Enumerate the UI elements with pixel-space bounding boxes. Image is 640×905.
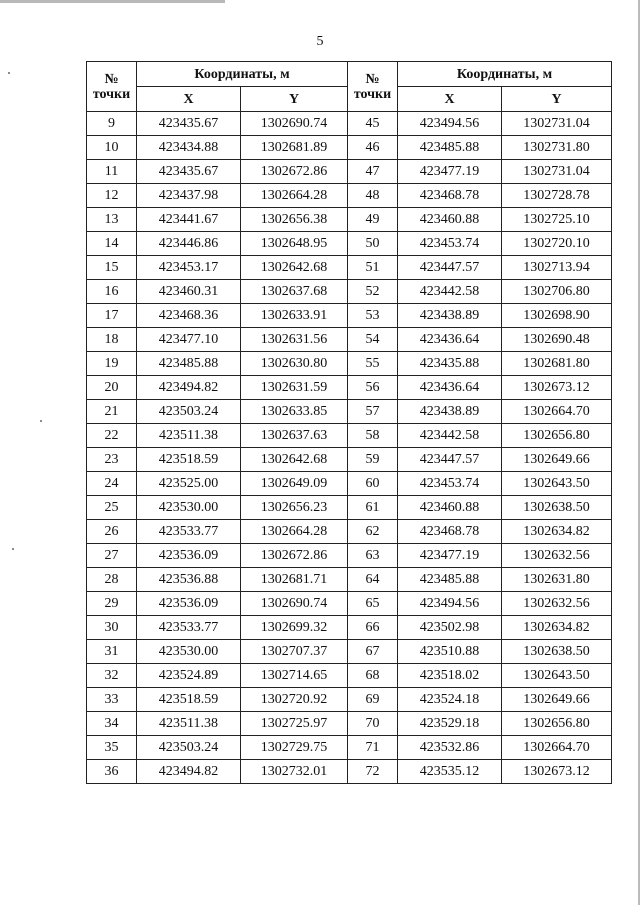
point-number-left: 21 — [87, 400, 137, 424]
point-number-left: 30 — [87, 616, 137, 640]
point-number-right: 71 — [348, 736, 398, 760]
coord-x-right: 423435.88 — [398, 352, 502, 376]
table-row — [87, 496, 612, 520]
coord-x-left: 423511.38 — [137, 424, 241, 448]
table-row — [87, 184, 612, 208]
coord-y-right: 1302731.04 — [502, 112, 612, 136]
point-number-right: 48 — [348, 184, 398, 208]
number-sign: № — [365, 71, 380, 87]
point-number-left: 23 — [87, 448, 137, 472]
coord-x-left: 423503.24 — [137, 400, 241, 424]
table-row — [87, 760, 612, 784]
point-number-right: 56 — [348, 376, 398, 400]
coord-x-right: 423436.64 — [398, 328, 502, 352]
coord-x-right: 423494.56 — [398, 592, 502, 616]
point-number-right: 50 — [348, 232, 398, 256]
point-label: точки — [353, 86, 392, 102]
coord-x-left: 423511.38 — [137, 712, 241, 736]
coord-y-left: 1302729.75 — [241, 736, 348, 760]
point-label: точки — [92, 86, 131, 102]
point-number-left: 36 — [87, 760, 137, 784]
table-row — [87, 448, 612, 472]
point-number-right: 60 — [348, 472, 398, 496]
point-number-left: 34 — [87, 712, 137, 736]
coord-y-right: 1302643.50 — [502, 472, 612, 496]
coord-x-right: 423494.56 — [398, 112, 502, 136]
table-row — [87, 136, 612, 160]
coord-y-left: 1302631.59 — [241, 376, 348, 400]
coord-x-left: 423518.59 — [137, 688, 241, 712]
coord-y-right: 1302634.82 — [502, 520, 612, 544]
coord-y-right: 1302664.70 — [502, 400, 612, 424]
table-row — [87, 424, 612, 448]
coordinates-header-right: Координаты, м — [398, 62, 612, 87]
coord-y-right: 1302728.78 — [502, 184, 612, 208]
point-number-right: 46 — [348, 136, 398, 160]
coord-x-right: 423447.57 — [398, 448, 502, 472]
scan-speck — [12, 548, 14, 550]
point-number-left: 18 — [87, 328, 137, 352]
coord-y-left: 1302672.86 — [241, 544, 348, 568]
table-row — [87, 280, 612, 304]
coord-y-right: 1302698.90 — [502, 304, 612, 328]
table-row — [87, 400, 612, 424]
coord-y-right: 1302656.80 — [502, 424, 612, 448]
x-header-left: X — [137, 87, 241, 112]
point-number-left: 16 — [87, 280, 137, 304]
coord-y-right: 1302681.80 — [502, 352, 612, 376]
point-number-right: 45 — [348, 112, 398, 136]
coord-x-left: 423446.86 — [137, 232, 241, 256]
coord-y-left: 1302630.80 — [241, 352, 348, 376]
y-header-left: Y — [241, 87, 348, 112]
coord-x-right: 423485.88 — [398, 136, 502, 160]
coord-x-right: 423438.89 — [398, 400, 502, 424]
coord-y-left: 1302725.97 — [241, 712, 348, 736]
coord-y-left: 1302656.38 — [241, 208, 348, 232]
coord-x-right: 423524.18 — [398, 688, 502, 712]
coord-x-left: 423477.10 — [137, 328, 241, 352]
point-number-left: 22 — [87, 424, 137, 448]
point-number-left: 35 — [87, 736, 137, 760]
coord-x-left: 423533.77 — [137, 520, 241, 544]
coord-x-left: 423441.67 — [137, 208, 241, 232]
coord-x-left: 423536.09 — [137, 544, 241, 568]
coord-y-right: 1302690.48 — [502, 328, 612, 352]
coord-x-right: 423502.98 — [398, 616, 502, 640]
coord-x-right: 423468.78 — [398, 520, 502, 544]
x-header-right: X — [398, 87, 502, 112]
table-row — [87, 208, 612, 232]
point-number-left: 28 — [87, 568, 137, 592]
coord-y-left: 1302637.63 — [241, 424, 348, 448]
point-number-left: 29 — [87, 592, 137, 616]
table-row — [87, 616, 612, 640]
coord-x-left: 423437.98 — [137, 184, 241, 208]
coord-y-right: 1302649.66 — [502, 448, 612, 472]
coord-y-right: 1302634.82 — [502, 616, 612, 640]
coord-y-left: 1302648.95 — [241, 232, 348, 256]
coord-x-left: 423530.00 — [137, 640, 241, 664]
table-row — [87, 232, 612, 256]
scan-speck — [40, 420, 42, 422]
coord-y-left: 1302720.92 — [241, 688, 348, 712]
point-number-left: 12 — [87, 184, 137, 208]
coord-x-right: 423460.88 — [398, 208, 502, 232]
coord-y-right: 1302731.04 — [502, 160, 612, 184]
point-number-left: 24 — [87, 472, 137, 496]
coord-x-right: 423442.58 — [398, 280, 502, 304]
point-number-right: 53 — [348, 304, 398, 328]
point-number-right: 58 — [348, 424, 398, 448]
point-number-left: 14 — [87, 232, 137, 256]
coord-x-left: 423434.88 — [137, 136, 241, 160]
coord-y-right: 1302656.80 — [502, 712, 612, 736]
point-number-left: 15 — [87, 256, 137, 280]
point-number-right: 67 — [348, 640, 398, 664]
table-row — [87, 256, 612, 280]
point-number-right: 49 — [348, 208, 398, 232]
coord-y-left: 1302649.09 — [241, 472, 348, 496]
coord-x-right: 423453.74 — [398, 472, 502, 496]
coord-x-right: 423529.18 — [398, 712, 502, 736]
coord-x-left: 423453.17 — [137, 256, 241, 280]
point-number-right: 70 — [348, 712, 398, 736]
coord-x-left: 423536.88 — [137, 568, 241, 592]
table-row — [87, 328, 612, 352]
point-number-left: 19 — [87, 352, 137, 376]
table-row — [87, 160, 612, 184]
coord-y-left: 1302690.74 — [241, 592, 348, 616]
table-row — [87, 712, 612, 736]
coord-y-right: 1302649.66 — [502, 688, 612, 712]
coordinates-header-left: Координаты, м — [137, 62, 348, 87]
coord-y-left: 1302637.68 — [241, 280, 348, 304]
coord-y-left: 1302699.32 — [241, 616, 348, 640]
coord-x-right: 423477.19 — [398, 160, 502, 184]
point-number-right: 51 — [348, 256, 398, 280]
coord-y-right: 1302725.10 — [502, 208, 612, 232]
coord-x-right: 423442.58 — [398, 424, 502, 448]
coord-y-right: 1302632.56 — [502, 592, 612, 616]
coord-y-right: 1302638.50 — [502, 640, 612, 664]
table-row — [87, 640, 612, 664]
coord-x-right: 423438.89 — [398, 304, 502, 328]
coord-x-left: 423533.77 — [137, 616, 241, 640]
table-row — [87, 376, 612, 400]
point-number-right: 72 — [348, 760, 398, 784]
point-number-left: 26 — [87, 520, 137, 544]
y-header-right: Y — [502, 87, 612, 112]
coord-y-right: 1302638.50 — [502, 496, 612, 520]
coordinates-table — [86, 61, 612, 784]
coord-y-right: 1302673.12 — [502, 760, 612, 784]
point-number-left: 20 — [87, 376, 137, 400]
number-sign: № — [104, 71, 119, 87]
coord-y-right: 1302713.94 — [502, 256, 612, 280]
coord-x-left: 423503.24 — [137, 736, 241, 760]
coord-x-left: 423435.67 — [137, 112, 241, 136]
coord-x-right: 423510.88 — [398, 640, 502, 664]
point-number-right: 69 — [348, 688, 398, 712]
scan-edge-top — [0, 0, 640, 3]
point-number-left: 32 — [87, 664, 137, 688]
coord-x-right: 423436.64 — [398, 376, 502, 400]
point-number-right: 55 — [348, 352, 398, 376]
point-number-left: 31 — [87, 640, 137, 664]
coord-y-left: 1302732.01 — [241, 760, 348, 784]
table-header-row — [87, 62, 612, 87]
coord-y-left: 1302664.28 — [241, 520, 348, 544]
coord-y-left: 1302633.91 — [241, 304, 348, 328]
coord-y-left: 1302664.28 — [241, 184, 348, 208]
coord-y-left: 1302690.74 — [241, 112, 348, 136]
table-row — [87, 544, 612, 568]
coord-x-right: 423477.19 — [398, 544, 502, 568]
point-number-left: 33 — [87, 688, 137, 712]
coord-y-right: 1302720.10 — [502, 232, 612, 256]
coord-y-right: 1302673.12 — [502, 376, 612, 400]
coord-x-left: 423536.09 — [137, 592, 241, 616]
coord-y-left: 1302681.71 — [241, 568, 348, 592]
coord-y-left: 1302631.56 — [241, 328, 348, 352]
point-number-right: 57 — [348, 400, 398, 424]
point-number-right: 61 — [348, 496, 398, 520]
point-number-left: 25 — [87, 496, 137, 520]
table-row — [87, 304, 612, 328]
coord-x-left: 423525.00 — [137, 472, 241, 496]
coord-y-left: 1302642.68 — [241, 256, 348, 280]
table-row — [87, 352, 612, 376]
table-row — [87, 472, 612, 496]
coord-x-left: 423494.82 — [137, 760, 241, 784]
point-number-left: 11 — [87, 160, 137, 184]
table-row — [87, 688, 612, 712]
coord-x-left: 423524.89 — [137, 664, 241, 688]
coord-y-left: 1302681.89 — [241, 136, 348, 160]
table-row — [87, 664, 612, 688]
table-row — [87, 736, 612, 760]
point-number-left: 9 — [87, 112, 137, 136]
point-number-right: 54 — [348, 328, 398, 352]
point-number-right: 47 — [348, 160, 398, 184]
coord-y-right: 1302664.70 — [502, 736, 612, 760]
point-number-left: 17 — [87, 304, 137, 328]
coord-x-right: 423460.88 — [398, 496, 502, 520]
point-number-right: 62 — [348, 520, 398, 544]
coord-y-right: 1302631.80 — [502, 568, 612, 592]
coord-y-left: 1302672.86 — [241, 160, 348, 184]
table-row — [87, 592, 612, 616]
coord-y-left: 1302633.85 — [241, 400, 348, 424]
coord-y-left: 1302656.23 — [241, 496, 348, 520]
coord-x-right: 423485.88 — [398, 568, 502, 592]
coord-y-left: 1302642.68 — [241, 448, 348, 472]
point-number-right: 65 — [348, 592, 398, 616]
page-number: 5 — [316, 34, 324, 49]
scan-speck — [8, 72, 10, 74]
coord-y-right: 1302706.80 — [502, 280, 612, 304]
point-number-right: 64 — [348, 568, 398, 592]
point-number-left: 13 — [87, 208, 137, 232]
coord-y-right: 1302643.50 — [502, 664, 612, 688]
coord-y-right: 1302632.56 — [502, 544, 612, 568]
coord-x-left: 423485.88 — [137, 352, 241, 376]
table-row — [87, 520, 612, 544]
coord-x-left: 423494.82 — [137, 376, 241, 400]
coord-x-left: 423530.00 — [137, 496, 241, 520]
point-number-header-right — [348, 62, 398, 112]
coord-x-right: 423453.74 — [398, 232, 502, 256]
point-number-header-left — [87, 62, 137, 112]
point-number-left: 10 — [87, 136, 137, 160]
point-number-right: 59 — [348, 448, 398, 472]
point-number-right: 63 — [348, 544, 398, 568]
table-row — [87, 112, 612, 136]
table-row — [87, 568, 612, 592]
table-body — [87, 112, 612, 784]
coord-x-left: 423518.59 — [137, 448, 241, 472]
coord-x-right: 423535.12 — [398, 760, 502, 784]
coord-x-left: 423460.31 — [137, 280, 241, 304]
coord-x-right: 423518.02 — [398, 664, 502, 688]
coord-x-right: 423447.57 — [398, 256, 502, 280]
point-number-left: 27 — [87, 544, 137, 568]
point-number-right: 52 — [348, 280, 398, 304]
coord-x-left: 423468.36 — [137, 304, 241, 328]
point-number-right: 66 — [348, 616, 398, 640]
coord-y-left: 1302714.65 — [241, 664, 348, 688]
coord-y-left: 1302707.37 — [241, 640, 348, 664]
coord-x-left: 423435.67 — [137, 160, 241, 184]
point-number-right: 68 — [348, 664, 398, 688]
coord-y-right: 1302731.80 — [502, 136, 612, 160]
coord-x-right: 423468.78 — [398, 184, 502, 208]
coord-x-right: 423532.86 — [398, 736, 502, 760]
